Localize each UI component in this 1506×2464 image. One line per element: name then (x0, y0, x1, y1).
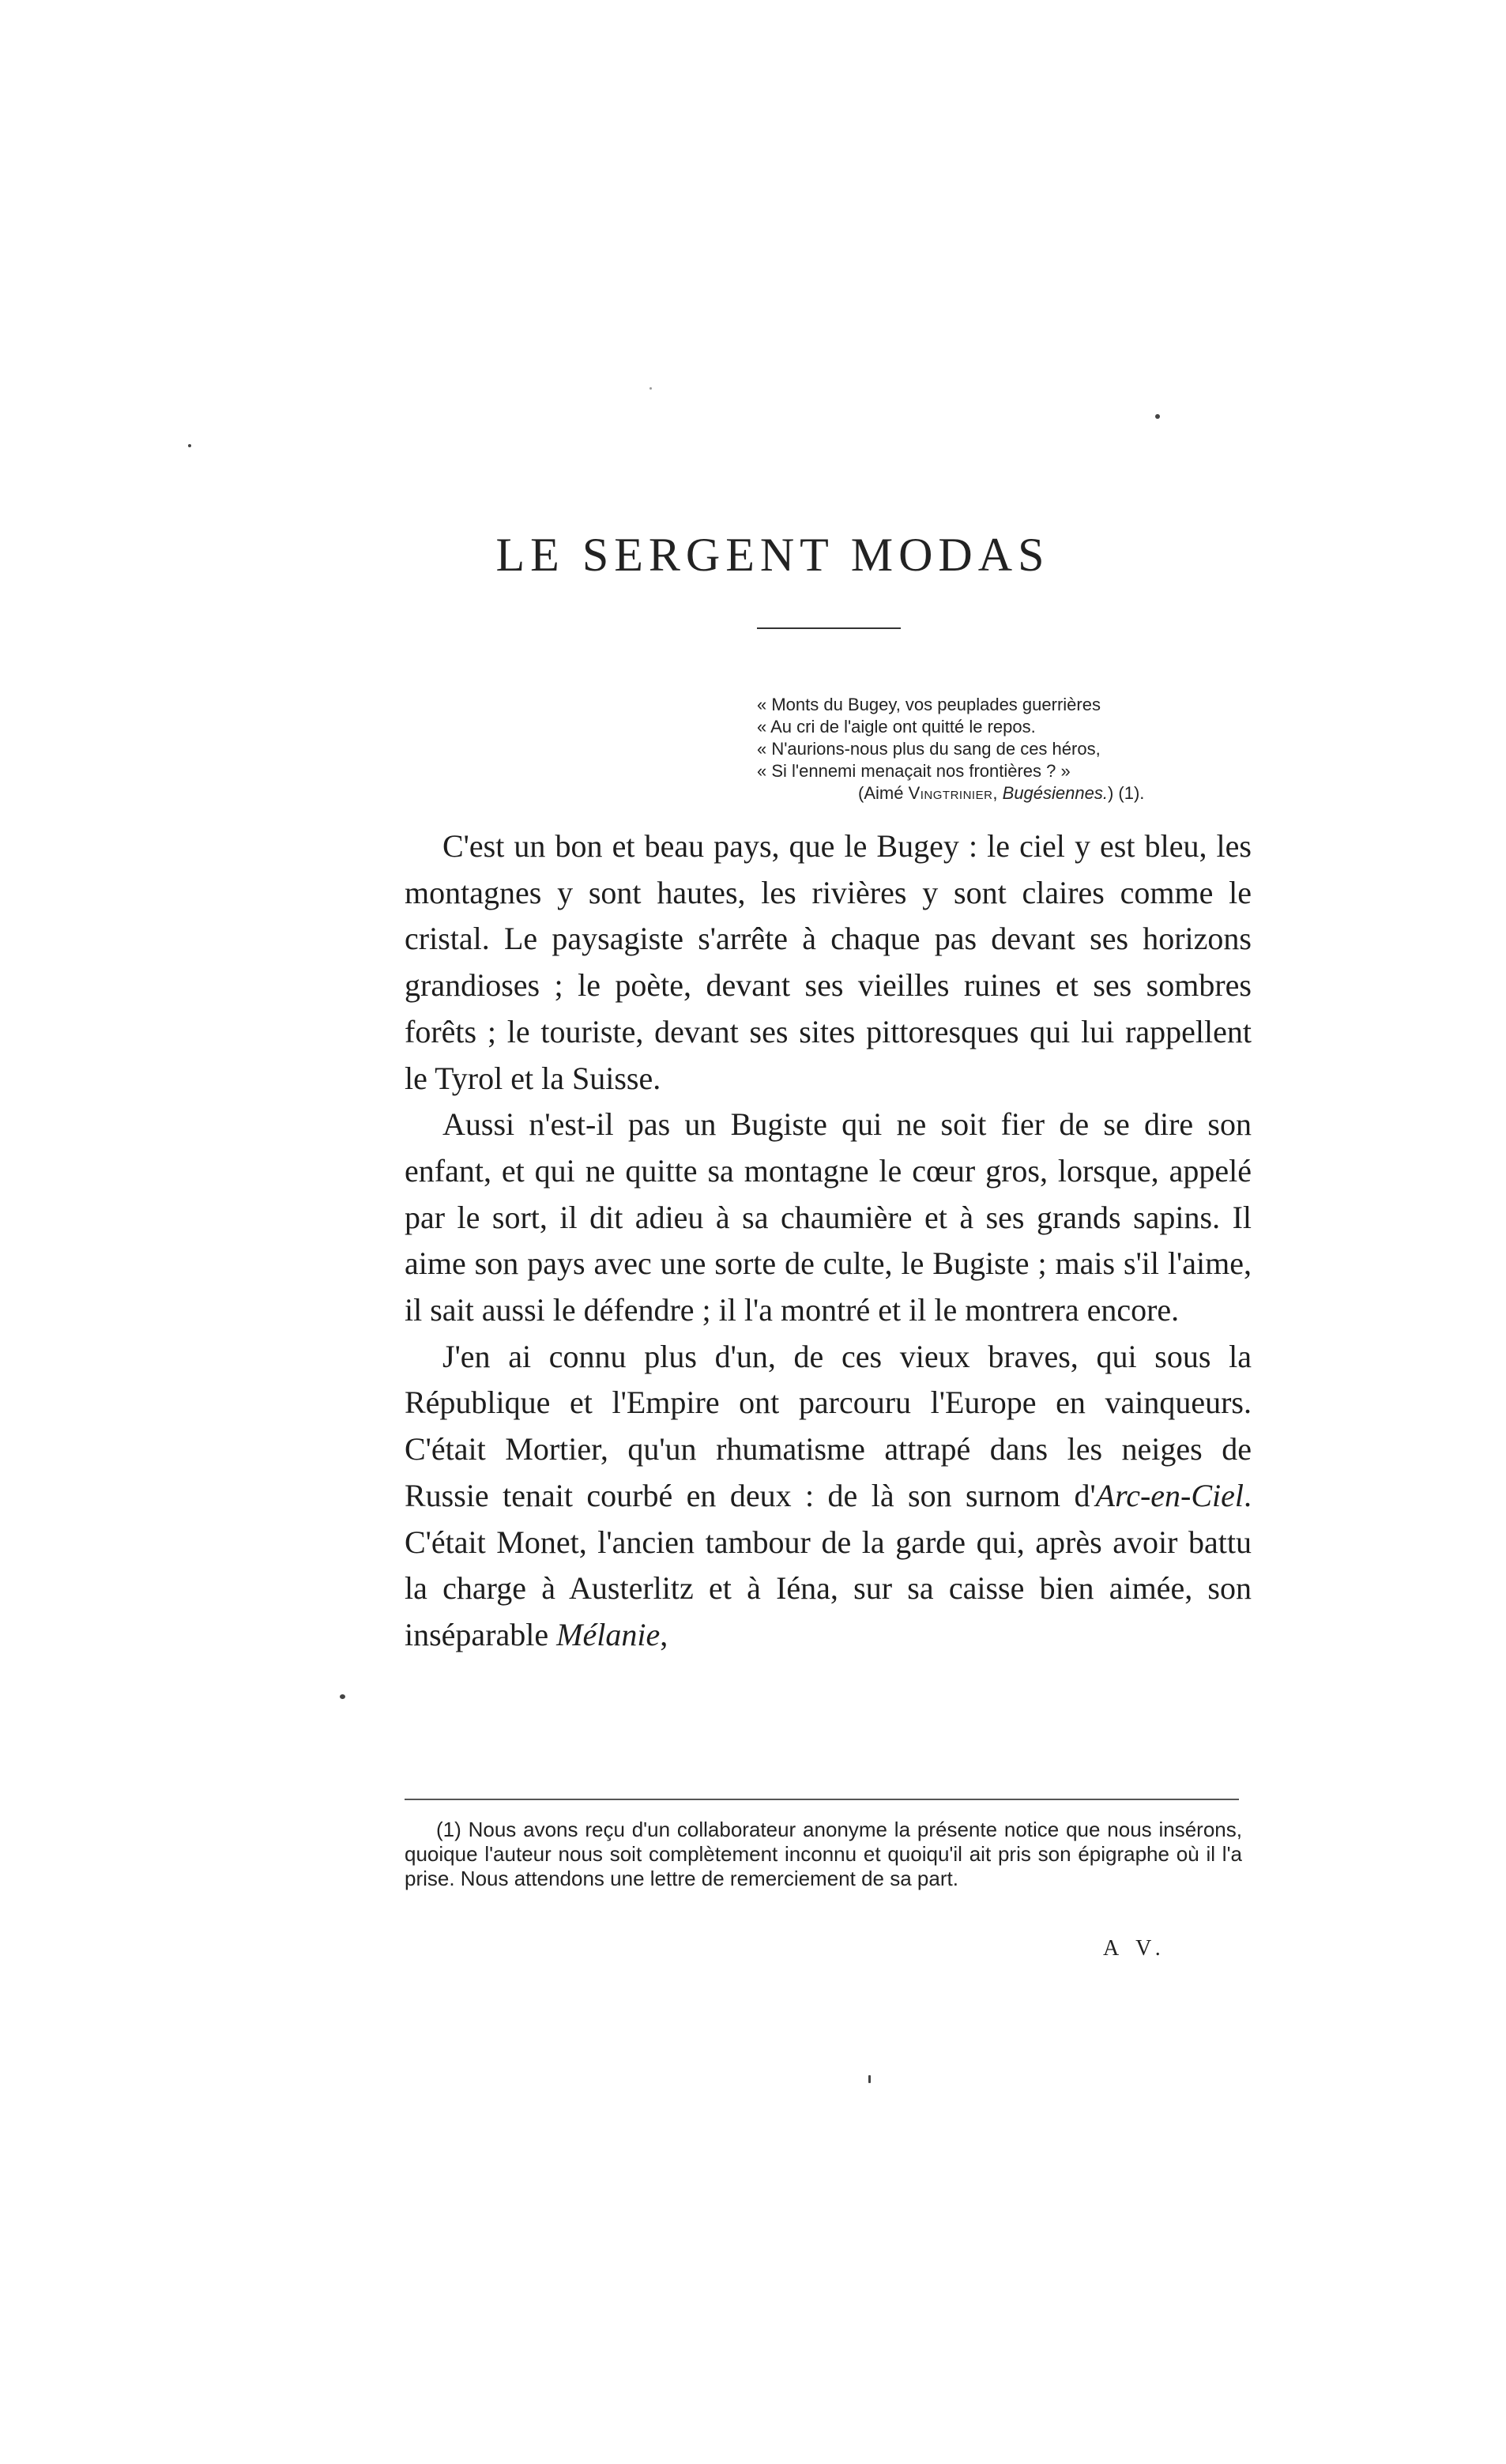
attribution-work: Bugésiennes. (1002, 783, 1108, 803)
paragraph-3 (405, 1334, 1252, 1659)
epigraph-line: « Au cri de l'aigle ont quitté le repos. (757, 717, 1036, 737)
title-divider (757, 627, 901, 629)
print-speck (1155, 414, 1160, 419)
paragraph-2: Aussi n'est-il pas un Bugiste qui ne soit fier de se dire son enfant, et qui ne quitte sa montagne le cœur gros, lorsque, appelé par le sort, il dit adieu à sa chaumière et à ses grands sapins. Il aime son pays avec une sorte de culte, le Bugiste ; mais s'il l'aime, il sait aussi le défendre ; il l'a montré et il le montrera encore. (405, 1106, 1252, 1328)
footnote-text: (1) Nous avons reçu d'un collaborateur anonyme la présente notice que nous insérons, quoique l'auteur nous soit complètement inconnu et quoiqu'il ait pris son épigraphe où il l'a prise. Nous attendons une lettre de remerciement de sa part. (405, 1818, 1242, 1890)
paragraph-1: C'est un bon et beau pays, que le Bugey : le ciel y est bleu, les montagnes y sont hautes, les rivières y sont claires comme le cristal. Le paysagiste s'arrête à chaque pas devant ses horizons grandioses ; le poète, devant ses vieilles ruines et ses sombres forêts ; le touriste, devant ses sites pittoresques qui lui rappellent le Tyrol et la Suisse. (405, 828, 1252, 1096)
attribution-author: Vingtrinier (908, 783, 993, 803)
print-speck (649, 387, 652, 390)
print-speck (188, 444, 191, 447)
attribution-close: ) (1). (1107, 783, 1145, 803)
nickname-arc-en-ciel: Arc-en-Ciel (1095, 1477, 1244, 1513)
footnote-divider (405, 1799, 1239, 1800)
epigraph-line: « N'aurions-nous plus du sang de ces héros, (757, 739, 1101, 759)
footnote-signature: A V. (1103, 1936, 1167, 1961)
epigraph-line: « Monts du Bugey, vos peuplades guerrières (757, 695, 1101, 714)
paragraph-3-part-b: . C'était Monet, l'ancien tambour de la garde qui, après avoir battu la charge à Austerlitz et à Iéna, sur sa caisse bien aimée, son inséparable (405, 1477, 1252, 1652)
paragraph-3-part-a: J'en ai connu plus d'un, de ces vieux braves, qui sous la République et l'Empire ont parcouru l'Europe en vainqueurs. C'était Mortier, qu'un rhumatisme attrapé dans les neiges de Russie tenait courbé en deux : de là son surnom d' (405, 1338, 1252, 1513)
attribution-open: (Aimé (858, 783, 909, 803)
epigraph-line: « Si l'ennemi menaçait nos frontières ? » (757, 761, 1071, 781)
attribution-separator: , (992, 783, 1003, 803)
paragraph-3-part-c: , (660, 1616, 668, 1652)
epigraph (757, 694, 1263, 804)
print-speck (868, 2075, 871, 2083)
footnote (405, 1818, 1242, 1891)
chapter-title: LE SERGENT MODAS (495, 529, 1050, 581)
body-text (405, 823, 1252, 1659)
epigraph-attribution (757, 782, 1263, 804)
print-speck (340, 1694, 345, 1699)
drum-name-melanie: Mélanie (556, 1616, 661, 1652)
